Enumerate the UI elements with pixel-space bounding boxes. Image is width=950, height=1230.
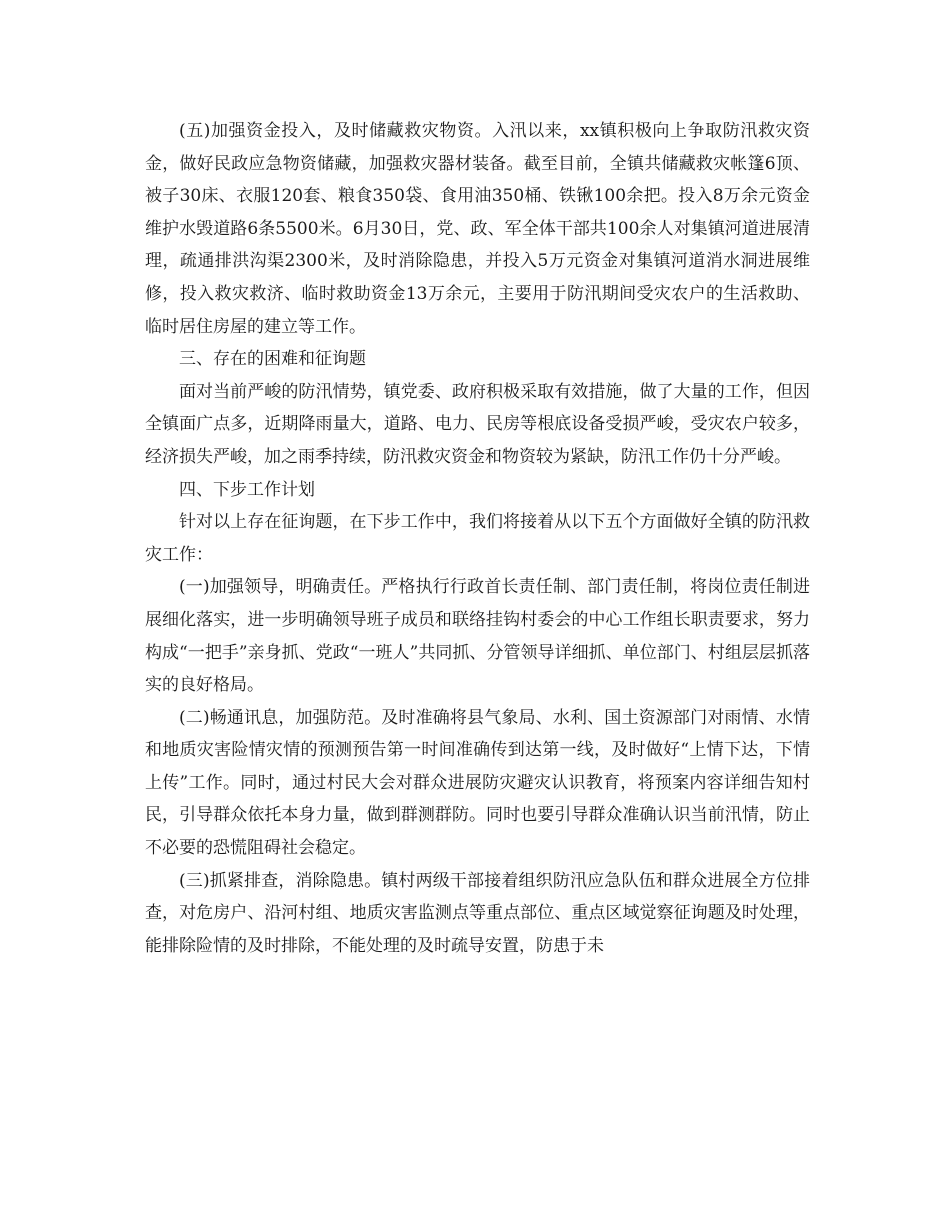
heading-difficulties: 三、存在的困难和征询题 <box>179 349 366 370</box>
paragraph-funding-supplies: (五)加强资金投入，及时储藏救灾物资。入汛以来，xx镇积极向上争取防汛救灾资金，做好民政应急物资储藏，加强救灾器材装备。截至目前，全镇共储藏救灾帐篷6顶、被子30床、衣服120套、粮食350袋、食用油350桶、铁锹100余把。投入8万余元资金维护水毁道路6条5500米。6月30日，党、政、军全体干部共100余人对集镇河道进展清理，疏通排洪沟渠2300米，及时消除隐患，并投入5万元资金对集镇河道消水洞进展维修，投入救灾救济、临时救助资金13万余元，主要用于防汛期间受灾农户的生活救助、临时居住房屋的建立等工作。 <box>145 121 810 337</box>
paragraph-difficulties: 面对当前严峻的防汛情势，镇党委、政府积极采取有效措施，做了大量的工作，但因全镇面广点多，近期降雨量大，道路、电力、民房等根底设备受损严峻，受灾农户较多，经济损失严峻，加之雨季持续，防汛救灾资金和物资较为紧缺，防汛工作仍十分严峻。 <box>145 381 810 467</box>
paragraph-plan-intro: 针对以上存在征询题，在下步工作中，我们将接着从以下五个方面做好全镇的防汛救灾工作： <box>145 512 810 565</box>
heading-next-plan: 四、下步工作计划 <box>179 479 315 500</box>
paragraph-information: (二)畅通讯息，加强防范。及时准确将县气象局、水利、国土资源部门对雨情、水情和地质灾害险情灾情的预测预告第一时间准确传到达第一线，及时做好“上情下达，下情上传”工作。同时，通过村民大会对群众进展防灾避灾认识教育，将预案内容详细告知村民，引导群众依托本身力量，做到群测群防。同时也要引导群众准确认识当前汛情，防止不必要的恐慌阻碍社会稳定。 <box>145 707 810 859</box>
document-body <box>145 115 810 962</box>
paragraph-leadership: (一)加强领导，明确责任。严格执行行政首长责任制、部门责任制，将岗位责任制进展细化落实，进一步明确领导班子成员和联络挂钩村委会的中心工作组长职责要求，努力构成“一把手”亲身抓、党政“一班人”共同抓、分管领导详细抓、单位部门、村组层层抓落实的良好格局。 <box>145 577 810 696</box>
paragraph-inspection: (三)抓紧排查，消除隐患。镇村两级干部接着组织防汛应急队伍和群众进展全方位排查，对危房户、沿河村组、地质灾害监测点等重点部位、重点区域觉察征询题及时处理，能排除险情的及时排除，不能处理的及时疏导安置，防患于未 <box>145 870 810 956</box>
